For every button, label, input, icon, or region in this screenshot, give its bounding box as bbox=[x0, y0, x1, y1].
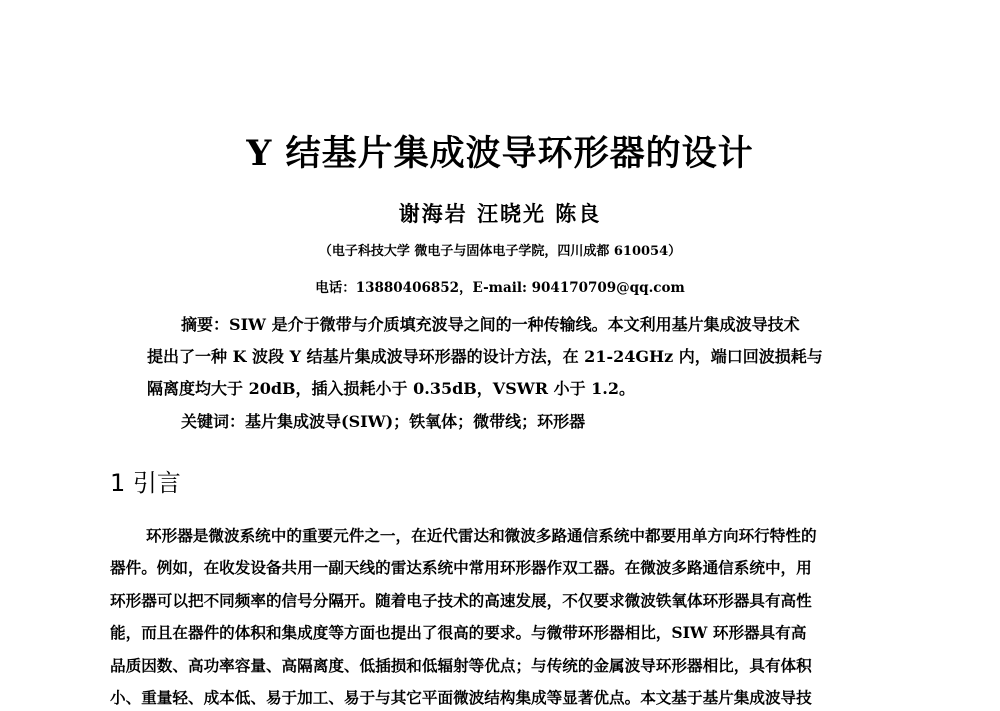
body-text-line: 环形器是微波系统中的重要元件之一，在近代雷达和微波多路通信系统中都要用单方向环行特性的 bbox=[146, 526, 817, 545]
abstract-label: 摘要 bbox=[181, 315, 214, 334]
body-text-line: 小、重量轻、成本低、易于加工、易于与其它平面微波结构集成等显著优点。本文基于基片集成波导技 bbox=[110, 688, 812, 707]
contact-info: 电话：13880406852，E-mail: 904170709@qq.com bbox=[315, 280, 685, 296]
body-text-line: 品质因数、高功率容量、高隔离度、低插损和低辐射等优点；与传统的金属波导环形器相比，具有体积 bbox=[110, 656, 812, 675]
body-text-line: 器件。例如，在收发设备共用一副天线的雷达系统中常用环形器作双工器。在微波多路通信系统中，用 bbox=[110, 558, 812, 577]
body-text-line: 能，而且在器件的体积和集成度等方面也提出了很高的要求。与微带环形器相比，SIW 环形器具有高 bbox=[110, 623, 807, 642]
abstract-text: ：SIW 是介于微带与介质填充波导之间的一种传输线。本文利用基片集成波导技术 bbox=[213, 315, 800, 334]
body-text-line: 环形器可以把不同频率的信号分隔开。随着电子技术的高速发展，不仅要求微波铁氧体环形器具有高性 bbox=[110, 591, 812, 610]
section-heading: 1 引言 bbox=[110, 469, 181, 497]
keywords-label: 关键词 bbox=[181, 412, 230, 431]
paper-title: Y 结基片集成波导环形器的设计 bbox=[246, 133, 754, 174]
abstract-line: 隔离度均大于 20dB，插入损耗小于 0.35dB，VSWR 小于 1.2。 bbox=[147, 379, 636, 398]
author-list: 谢海岩 汪晓光 陈良 bbox=[398, 201, 602, 226]
keywords-line bbox=[181, 411, 585, 433]
abstract-line bbox=[181, 314, 800, 336]
affiliation: （电子科技大学 微电子与固体电子学院，四川成都 610054） bbox=[318, 244, 682, 259]
keywords-text: ：基片集成波导(SIW)；铁氧体；微带线；环形器 bbox=[229, 412, 586, 431]
abstract-line: 提出了一种 K 波段 Y 结基片集成波导环形器的设计方法，在 21-24GHz 内，端口回波损耗与 bbox=[147, 347, 823, 366]
